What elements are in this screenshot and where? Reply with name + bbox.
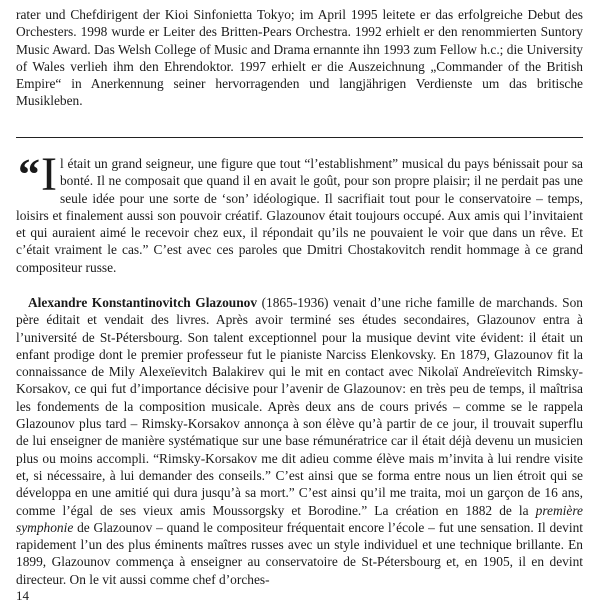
bio-text-part-2: de Glazounov – quand le compositeur fréquentait encore l’école – fut une sensation. Il devint rapidement l’un des plus éminents maîtres russes avec un style individuel et une technique brillante. En 1899, Glazounov commença à enseigner au conservatoire de St-Pétersbourg et, en 1905, il en devint directeur. On le vit aussi comme chef d’orches- <box>16 519 583 587</box>
composer-name: Alexandre Konstantinovitch Glazounov <box>28 295 258 310</box>
quotation-mark: “ <box>18 150 37 199</box>
bio-text-part-1: (1865-1936) venait d’une riche famille de marchands. Son père éditait et vendait des livres. Après avoir terminé ses études secondaires, Glazounov entra à l’université de St-Pétersbourg. Son talent exceptionnel pour la musique devint vite évident: il était un enfant prodige dont le premier professeur fut le pianiste Narciss Elenkovsky. En 1879, Glazounov fit la connaissance de Mily Alexeïevitch Balakirev qui le mit en contact avec Nikolaï Andreïevitch Rimsky-Korsakov, ce qui fut d’importance décisive pour l’avenir de Glazounov: en très peu de temps, il maîtrisa les fondements de la composition musicale. Après deux ans de cours privés – comme se le rappela Glazounov plus tard – Rimsky-Korsakov annonça à son élève qu’à partir de ce jour, il trouvait superflu de lui enseigner de manière systématique sur une base rémunératrice car il était déjà devenu un musicien plus ou moins accompli. “Rimsky-Korsakov me dit adieu comme élève mais m’invita à lui rendre visite et, si nécessaire, à lui demander des conseils.” C’est ainsi que se forma entre nous un lien étroit qui se développa en une amitié qui dura jusqu’à sa mort.” C’est ainsi qu’il me traita, moi un garçon de 16 ans, comme l’égal de ses vieux amis Moussorgsky et Borodine.” La création en 1882 de la <box>16 295 583 518</box>
section-divider <box>16 137 583 138</box>
biography-paragraph-german: rater und Chefdirigent der Kioi Sinfonietta Tokyo; im April 1995 leitete er das erfolgreiche Debut des Orchesters. 1998 wurde er Leiter des Britten-Pears Orchestra. 1992 erhielt er den renommierten Suntory Music Award. Das Welsh College of Music and Drama ernannte ihn 1993 zum Fellow h.c.; die University of Wales verlieh ihm den Ehrendoktor. 1997 erhielt er die Auszeichnung „Commander of the British Empire“ in Anerkennung seiner hervorragenden und langjährigen Verdienste um das britische Musikleben. <box>16 7 583 109</box>
biography-paragraph-french <box>16 294 583 588</box>
drop-cap: I <box>41 148 57 201</box>
quote-text: l était un grand seigneur, une figure que tout “l’establishment” musical du pays bénissait pour sa bonté. Il ne composait que quand il en avait le goût, pour son propre plaisir; il ne perdait pas une seule idée pour une sorte de ‘son’ idéologique. Il sacrifiait tout pour le conservatoire – temps, loisirs et finalement aussi son pouvoir créatif. Glazounov était toujours occupé. Aux amis qui l’invitaient et qui auraient aimé le recevoir chez eux, il répondait qu’ils ne pouvaient le voir que dans un rêve. Et c’était vraiment le cas.” C’est avec ces paroles que Dmitri Chostakovitch rendit hommage à ce grand compositeur russe. <box>16 156 583 275</box>
page-number: 14 <box>16 588 29 603</box>
work-title: première symphonie <box>16 502 583 535</box>
quote-paragraph <box>16 148 583 276</box>
